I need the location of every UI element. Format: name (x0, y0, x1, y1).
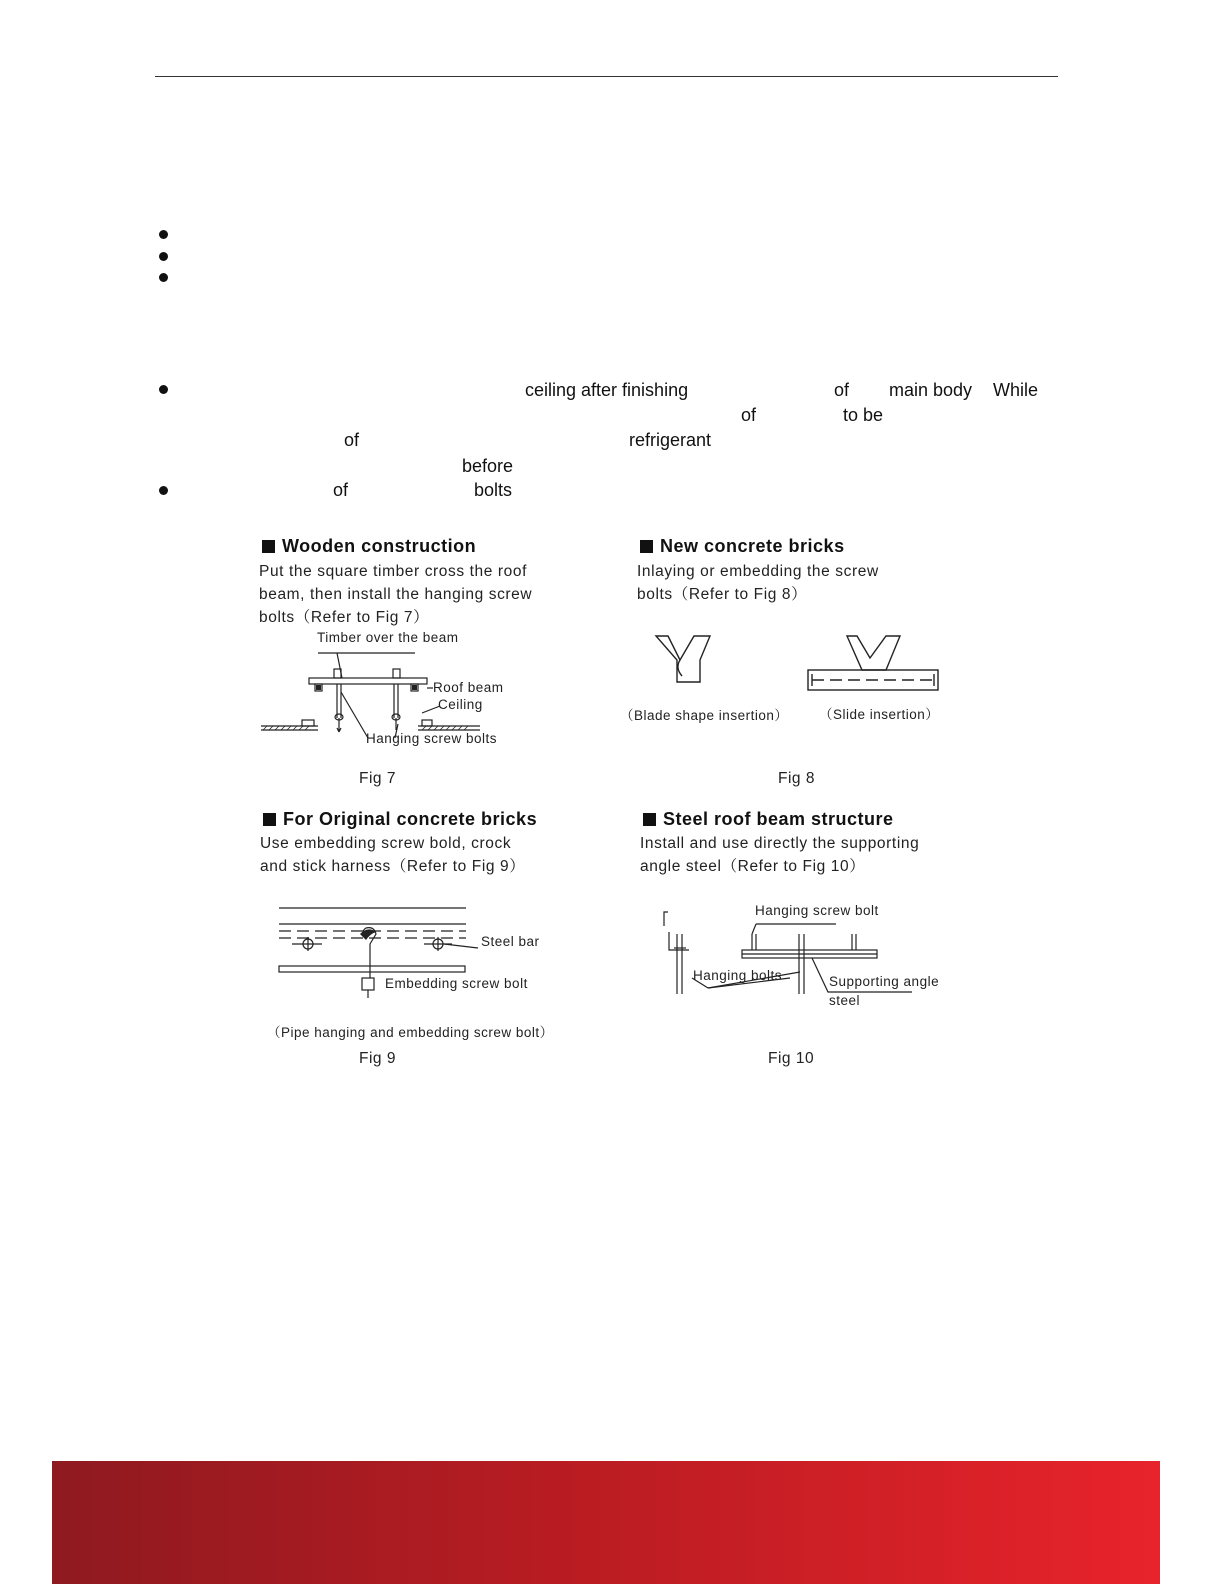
label-embedding: Embedding screw bolt (385, 976, 528, 991)
label-supporting-angle: Supporting angle (829, 974, 940, 989)
text-fragment: of (344, 430, 360, 450)
body-line: angle steel（Refer to Fig 10） (640, 858, 866, 875)
label-steel-bar: Steel bar (481, 934, 540, 949)
body-line: beam, then install the hanging screw (259, 586, 533, 603)
label-ceiling: Ceiling (438, 697, 483, 712)
section-title-text: New concrete bricks (660, 536, 845, 556)
label-blade: （Blade shape insertion） (620, 708, 789, 723)
label-hanging-bolts: Hanging bolts (693, 968, 783, 983)
body-line: Put the square timber cross the roof (259, 563, 527, 580)
text-fragment: before (462, 456, 514, 476)
body-line: Inlaying or embedding the screw (637, 563, 879, 580)
footer-band (52, 1461, 1160, 1584)
label-roof-beam: Roof beam (433, 680, 504, 695)
text-fragment: ceiling after finishing (525, 380, 689, 400)
section-title-text: Steel roof beam structure (663, 809, 894, 829)
figure-caption: Fig 8 (778, 770, 815, 787)
label-timber: Timber over the beam (317, 630, 459, 645)
text-fragment: main body (889, 380, 973, 400)
figure-caption: Fig 7 (359, 770, 396, 787)
body-line: and stick harness（Refer to Fig 9） (260, 858, 526, 875)
label-hanging-screw-bolts: Hanging screw bolts (366, 731, 498, 746)
body-line: Use embedding screw bold, crock (260, 835, 512, 852)
text-fragment: refrigerant (629, 430, 712, 450)
section-title-text: For Original concrete bricks (283, 809, 538, 829)
label-steel: steel (829, 993, 861, 1008)
body-line: Install and use directly the supporting (640, 835, 920, 852)
figure-caption: Fig 9 (359, 1050, 396, 1067)
text-fragment: While (993, 380, 1039, 400)
text-fragment: to be (843, 405, 884, 425)
section-title-text: Wooden construction (282, 536, 477, 556)
text-fragment: of (333, 480, 349, 500)
label-slide: （Slide insertion） (819, 707, 940, 722)
body-line: bolts（Refer to Fig 8） (637, 586, 808, 603)
label-pipe: （Pipe hanging and embedding screw bolt） (267, 1025, 554, 1040)
text-fragment: bolts (474, 480, 513, 500)
body-line: bolts（Refer to Fig 7） (259, 609, 430, 626)
figure-caption: Fig 10 (768, 1050, 815, 1067)
text-fragment: of (834, 380, 850, 400)
text-fragment: of (741, 405, 757, 425)
label-hanging-screw-bolt: Hanging screw bolt (755, 903, 879, 918)
